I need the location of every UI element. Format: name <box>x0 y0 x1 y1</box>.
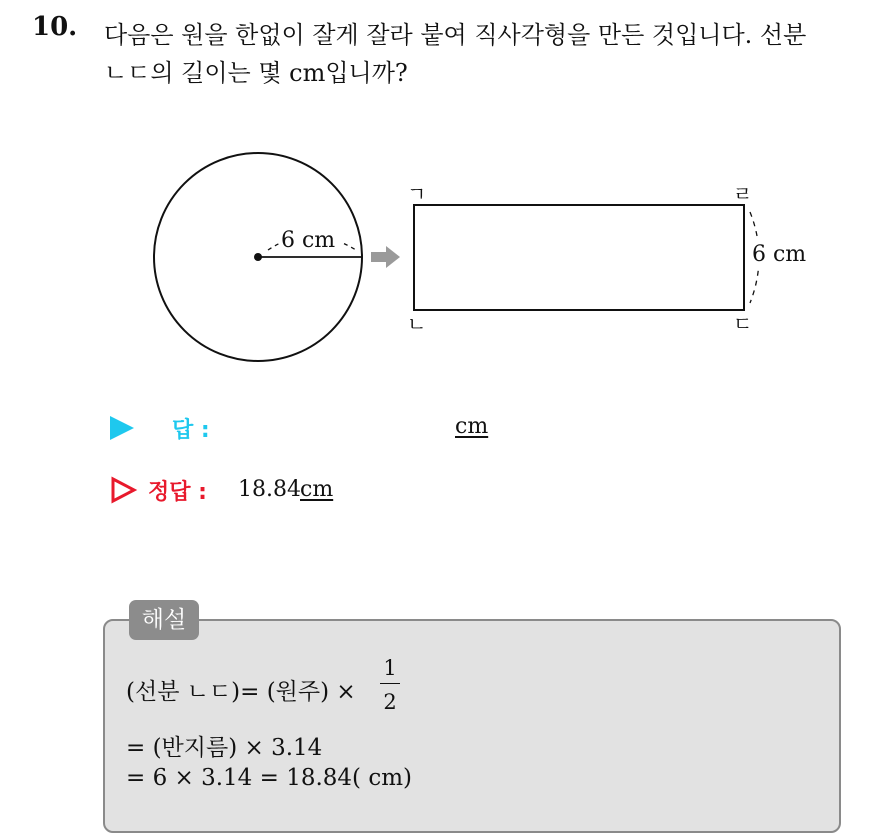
geometry-figure <box>0 0 884 400</box>
radius-label: 6 cm <box>281 228 336 253</box>
explanation-box <box>103 619 841 833</box>
answer-unit: cm <box>455 414 489 439</box>
fraction-bar <box>380 683 400 684</box>
correct-answer-value: 18.84 <box>238 477 301 502</box>
fraction-numerator: 1 <box>383 656 397 680</box>
height-label: 6 cm <box>752 242 807 267</box>
correct-answer-label: 정답 : <box>148 480 207 505</box>
explanation-line2: = (반지름) × 3.14 <box>126 735 323 761</box>
rectangle-shape <box>414 205 744 310</box>
explanation-line1: (선분 ㄴㄷ)= (원주) × <box>126 679 356 705</box>
corner-label-top-right: ㄹ <box>733 182 753 206</box>
corner-label-top-left: ㄱ <box>407 182 427 206</box>
correct-answer-unit: cm <box>300 477 334 502</box>
right-arrow-icon <box>371 246 400 268</box>
question-number: 10. <box>32 12 78 42</box>
corner-label-bottom-right: ㄷ <box>733 312 753 336</box>
outline-triangle-icon <box>110 476 138 504</box>
question-text-line1: 다음은 원을 한없이 잘게 잘라 붙여 직사각형을 만든 것입니다. 선분 <box>104 21 807 49</box>
corner-label-bottom-left: ㄴ <box>407 312 427 336</box>
explanation-line3: = 6 × 3.14 = 18.84( cm) <box>126 765 413 791</box>
explanation-tag: 해설 <box>129 600 199 640</box>
answer-label: 답 : <box>172 418 210 443</box>
question-text-line2: ㄴㄷ의 길이는 몇 cm입니까? <box>104 59 408 87</box>
fraction-denominator: 2 <box>383 690 397 714</box>
filled-triangle-icon <box>110 416 134 440</box>
